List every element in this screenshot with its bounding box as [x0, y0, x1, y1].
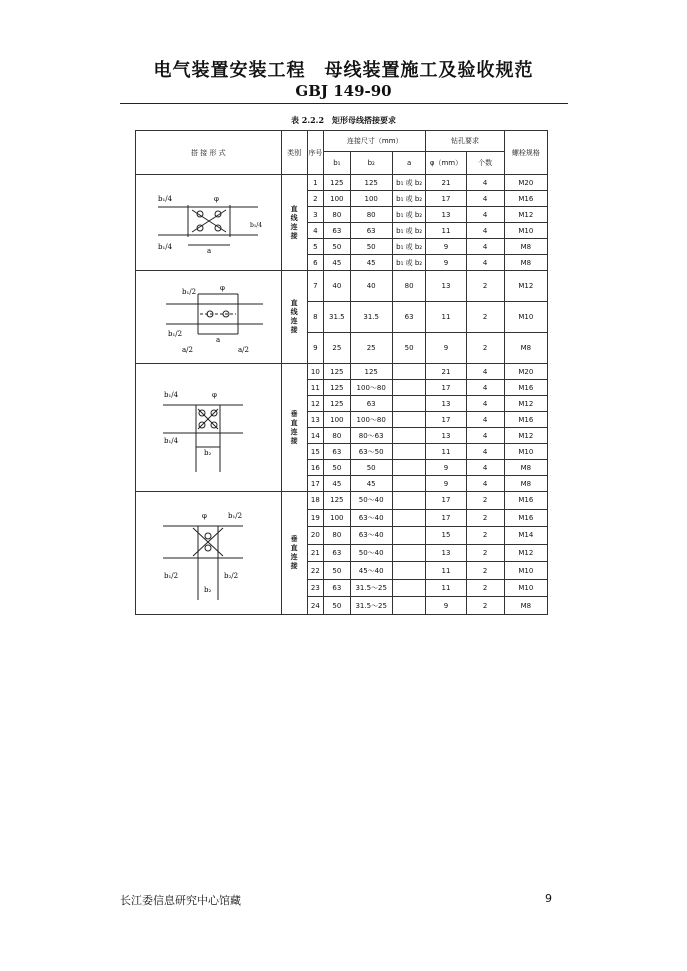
cell-phi: 21 [426, 175, 466, 191]
cell-no: 3 [307, 207, 324, 223]
cell-b1: 50 [324, 460, 350, 476]
cell-b2: 31.5～25 [350, 597, 392, 615]
cell-b2: 125 [350, 175, 392, 191]
cell-b2: 31.5 [350, 302, 392, 333]
cell-no: 5 [307, 239, 324, 255]
label-b2-2-right: b₂/2 [224, 572, 239, 580]
cell-no: 21 [307, 544, 324, 562]
cell-phi: 17 [426, 380, 466, 396]
label-phi: φ [214, 194, 220, 203]
cell-a: b₁ 或 b₂ [392, 223, 425, 239]
cell-count: 2 [466, 544, 504, 562]
cell-phi: 17 [426, 412, 466, 428]
cell-a: b₁ 或 b₂ [392, 191, 425, 207]
label-phi: φ [202, 512, 208, 520]
cell-no: 18 [307, 492, 324, 510]
cell-count: 4 [466, 223, 504, 239]
cell-bolt: M10 [504, 562, 547, 580]
cell-count: 4 [466, 175, 504, 191]
cell-b1: 125 [324, 175, 350, 191]
cell-b1: 63 [324, 544, 350, 562]
cell-a [392, 460, 425, 476]
cell-b1: 125 [324, 492, 350, 510]
label-b1-4-top: b₁/4 [158, 194, 173, 203]
cell-count: 4 [466, 396, 504, 412]
cell-a [392, 428, 425, 444]
cell-a [392, 476, 425, 492]
cell-a: 63 [392, 302, 425, 333]
cell-no: 23 [307, 579, 324, 597]
cell-no: 22 [307, 562, 324, 580]
cell-b2: 63～50 [350, 444, 392, 460]
cell-bolt: M12 [504, 428, 547, 444]
category-label: 垂直连接 [290, 535, 298, 570]
cell-bolt: M20 [504, 175, 547, 191]
joint-diagram-cell [136, 492, 282, 615]
cell-b2: 100 [350, 191, 392, 207]
cell-no: 1 [307, 175, 324, 191]
cell-no: 24 [307, 597, 324, 615]
cell-b1: 40 [324, 271, 350, 302]
cell-count: 2 [466, 579, 504, 597]
cell-count: 2 [466, 333, 504, 364]
cell-phi: 11 [426, 302, 466, 333]
cell-phi: 9 [426, 597, 466, 615]
label-b1-4-bottom: b₁/4 [158, 242, 173, 251]
cell-bolt: M14 [504, 527, 547, 545]
cell-phi: 11 [426, 579, 466, 597]
cell-phi: 13 [426, 271, 466, 302]
cell-a: b₁ 或 b₂ [392, 239, 425, 255]
category-label: 直线连接 [290, 204, 298, 240]
cell-b2: 31.5～25 [350, 579, 392, 597]
cell-phi: 11 [426, 444, 466, 460]
cell-b2: 63～40 [350, 527, 392, 545]
cell-no: 15 [307, 444, 324, 460]
cell-b1: 25 [324, 333, 350, 364]
cell-bolt: M10 [504, 302, 547, 333]
cell-b2: 63～40 [350, 509, 392, 527]
cell-b2: 45 [350, 255, 392, 271]
cell-a [392, 579, 425, 597]
cell-phi: 17 [426, 191, 466, 207]
cell-phi: 13 [426, 207, 466, 223]
cell-b1: 80 [324, 527, 350, 545]
cell-b2: 100～80 [350, 412, 392, 428]
header-phi: φ（mm） [426, 152, 466, 175]
cell-b1: 45 [324, 476, 350, 492]
cell-a: b₁ 或 b₂ [392, 255, 425, 271]
header-size-group: 连接尺寸（mm） [324, 131, 426, 152]
header-bolt: 螺栓规格 [504, 131, 547, 175]
table-row [136, 271, 548, 302]
cell-phi: 9 [426, 460, 466, 476]
cell-b1: 63 [324, 444, 350, 460]
cell-bolt: M10 [504, 223, 547, 239]
header-seq: 序号 [307, 131, 324, 175]
cell-b2: 25 [350, 333, 392, 364]
cell-no: 11 [307, 380, 324, 396]
cell-phi: 17 [426, 492, 466, 510]
cell-no: 9 [307, 333, 324, 364]
cell-b2: 100～80 [350, 380, 392, 396]
cell-bolt: M10 [504, 444, 547, 460]
cell-count: 4 [466, 412, 504, 428]
cell-phi: 13 [426, 544, 466, 562]
cell-count: 4 [466, 364, 504, 380]
category-label: 直线连接 [290, 299, 298, 334]
cell-phi: 9 [426, 255, 466, 271]
table-row [136, 175, 548, 191]
straight-2-bolt-diagram [138, 272, 278, 360]
cell-b1: 31.5 [324, 302, 350, 333]
header-hole-group: 钻孔要求 [426, 131, 504, 152]
cell-b1: 63 [324, 579, 350, 597]
cell-bolt: M8 [504, 597, 547, 615]
cell-phi: 11 [426, 562, 466, 580]
cell-no: 14 [307, 428, 324, 444]
cell-a: b₁ 或 b₂ [392, 207, 425, 223]
cell-count: 4 [466, 255, 504, 271]
cell-a [392, 364, 425, 380]
cell-phi: 15 [426, 527, 466, 545]
cell-bolt: M16 [504, 492, 547, 510]
joint-diagram-cell [136, 271, 282, 364]
cell-phi: 11 [426, 223, 466, 239]
cell-a [392, 562, 425, 580]
cell-no: 4 [307, 223, 324, 239]
cell-b2: 50～40 [350, 492, 392, 510]
document-title: 电气装置安装工程 母线装置施工及验收规范 [153, 60, 534, 81]
category-cell [281, 492, 307, 615]
cell-phi: 9 [426, 239, 466, 255]
category-cell [281, 271, 307, 364]
page-number: 9 [545, 892, 552, 905]
cell-phi: 13 [426, 428, 466, 444]
category-cell [281, 175, 307, 271]
cell-b2: 40 [350, 271, 392, 302]
perpendicular-4-bolt-diagram [138, 367, 278, 487]
category-label: 垂直连接 [290, 409, 298, 445]
cell-no: 10 [307, 364, 324, 380]
cell-b1: 100 [324, 509, 350, 527]
cell-a [392, 527, 425, 545]
cell-a: 50 [392, 333, 425, 364]
cell-bolt: M16 [504, 509, 547, 527]
table-row [136, 492, 548, 510]
header-rule [120, 103, 568, 104]
cell-bolt: M8 [504, 255, 547, 271]
cell-no: 20 [307, 527, 324, 545]
cell-b1: 80 [324, 207, 350, 223]
header-form: 搭 接 形 式 [136, 131, 282, 175]
cell-bolt: M8 [504, 333, 547, 364]
cell-a: 80 [392, 271, 425, 302]
cell-count: 4 [466, 476, 504, 492]
cell-count: 2 [466, 527, 504, 545]
cell-bolt: M12 [504, 396, 547, 412]
label-b1-2-top: b₁/2 [228, 512, 243, 520]
cell-count: 4 [466, 191, 504, 207]
cell-a [392, 597, 425, 615]
cell-b1: 125 [324, 364, 350, 380]
label-b1-2-left: b₁/2 [164, 572, 179, 580]
category-cell [281, 364, 307, 492]
label-a-2-left: a/2 [182, 346, 194, 354]
label-b1-4-bottom: b₁/4 [164, 436, 179, 445]
cell-b1: 80 [324, 428, 350, 444]
cell-b1: 50 [324, 597, 350, 615]
straight-4-bolt-diagram [138, 177, 278, 267]
cell-b1: 45 [324, 255, 350, 271]
cell-b2: 45～40 [350, 562, 392, 580]
cell-no: 8 [307, 302, 324, 333]
cell-no: 19 [307, 509, 324, 527]
cell-bolt: M12 [504, 271, 547, 302]
cell-phi: 9 [426, 333, 466, 364]
label-b1-2-top: b₁/2 [182, 288, 197, 296]
cell-b1: 63 [324, 223, 350, 239]
cell-no: 17 [307, 476, 324, 492]
cell-count: 4 [466, 428, 504, 444]
cell-count: 2 [466, 562, 504, 580]
cell-a [392, 544, 425, 562]
cell-b1: 125 [324, 380, 350, 396]
cell-no: 12 [307, 396, 324, 412]
standard-code: GBJ 149-90 [295, 82, 392, 100]
header-a: a [392, 152, 425, 175]
label-b1-4-top: b₁/4 [164, 390, 179, 399]
label-b2: b₂ [204, 448, 212, 457]
cell-count: 4 [466, 460, 504, 476]
cell-bolt: M20 [504, 364, 547, 380]
cell-no: 2 [307, 191, 324, 207]
table-row [136, 364, 548, 380]
header-b2: b₂ [350, 152, 392, 175]
cell-b1: 50 [324, 239, 350, 255]
cell-count: 2 [466, 302, 504, 333]
cell-no: 13 [307, 412, 324, 428]
cell-count: 4 [466, 207, 504, 223]
cell-b2: 50 [350, 239, 392, 255]
header-b1: b₁ [324, 152, 350, 175]
cell-a [392, 444, 425, 460]
cell-no: 6 [307, 255, 324, 271]
header-count: 个数 [466, 152, 504, 175]
cell-bolt: M12 [504, 207, 547, 223]
cell-b1: 50 [324, 562, 350, 580]
cell-a [392, 380, 425, 396]
cell-bolt: M8 [504, 476, 547, 492]
table-caption: 表 2.2.2 矩形母线搭接要求 [290, 115, 397, 125]
cell-a [392, 412, 425, 428]
cell-count: 4 [466, 444, 504, 460]
label-a: a [207, 246, 212, 255]
joint-diagram-cell [136, 364, 282, 492]
cell-bolt: M8 [504, 239, 547, 255]
header-category: 类别 [281, 131, 307, 175]
cell-count: 2 [466, 492, 504, 510]
cell-bolt: M16 [504, 412, 547, 428]
cell-bolt: M10 [504, 579, 547, 597]
cell-phi: 17 [426, 509, 466, 527]
cell-count: 4 [466, 239, 504, 255]
cell-count: 2 [466, 597, 504, 615]
cell-b2: 50 [350, 460, 392, 476]
cell-b2: 125 [350, 364, 392, 380]
label-phi: φ [212, 390, 218, 399]
busbar-lap-joint-table [135, 130, 548, 615]
label-b1-2-bottom: b₁/2 [168, 330, 183, 338]
cell-b2: 63 [350, 223, 392, 239]
cell-no: 7 [307, 271, 324, 302]
cell-count: 4 [466, 380, 504, 396]
cell-bolt: M16 [504, 191, 547, 207]
cell-count: 2 [466, 509, 504, 527]
cell-phi: 13 [426, 396, 466, 412]
perpendicular-2-bolt-diagram [138, 492, 278, 612]
cell-phi: 21 [426, 364, 466, 380]
cell-phi: 9 [426, 476, 466, 492]
footer-archive-note: 长江委信息研究中心馆藏 [120, 894, 241, 907]
cell-b2: 63 [350, 396, 392, 412]
cell-bolt: M12 [504, 544, 547, 562]
cell-a [392, 396, 425, 412]
cell-a [392, 509, 425, 527]
label-a-2-right: a/2 [238, 346, 250, 354]
label-b2: b₂ [204, 586, 212, 594]
cell-b1: 100 [324, 412, 350, 428]
label-phi: φ [220, 284, 226, 292]
cell-b2: 80～63 [350, 428, 392, 444]
cell-no: 16 [307, 460, 324, 476]
cell-bolt: M8 [504, 460, 547, 476]
cell-b2: 45 [350, 476, 392, 492]
label-b1-4-side: b₁/4 [250, 221, 263, 229]
cell-b2: 50～40 [350, 544, 392, 562]
joint-diagram-cell [136, 175, 282, 271]
cell-b1: 125 [324, 396, 350, 412]
cell-b1: 100 [324, 191, 350, 207]
cell-b2: 80 [350, 207, 392, 223]
label-a: a [216, 336, 221, 344]
cell-count: 2 [466, 271, 504, 302]
cell-a: b₁ 或 b₂ [392, 175, 425, 191]
cell-a [392, 492, 425, 510]
cell-bolt: M16 [504, 380, 547, 396]
